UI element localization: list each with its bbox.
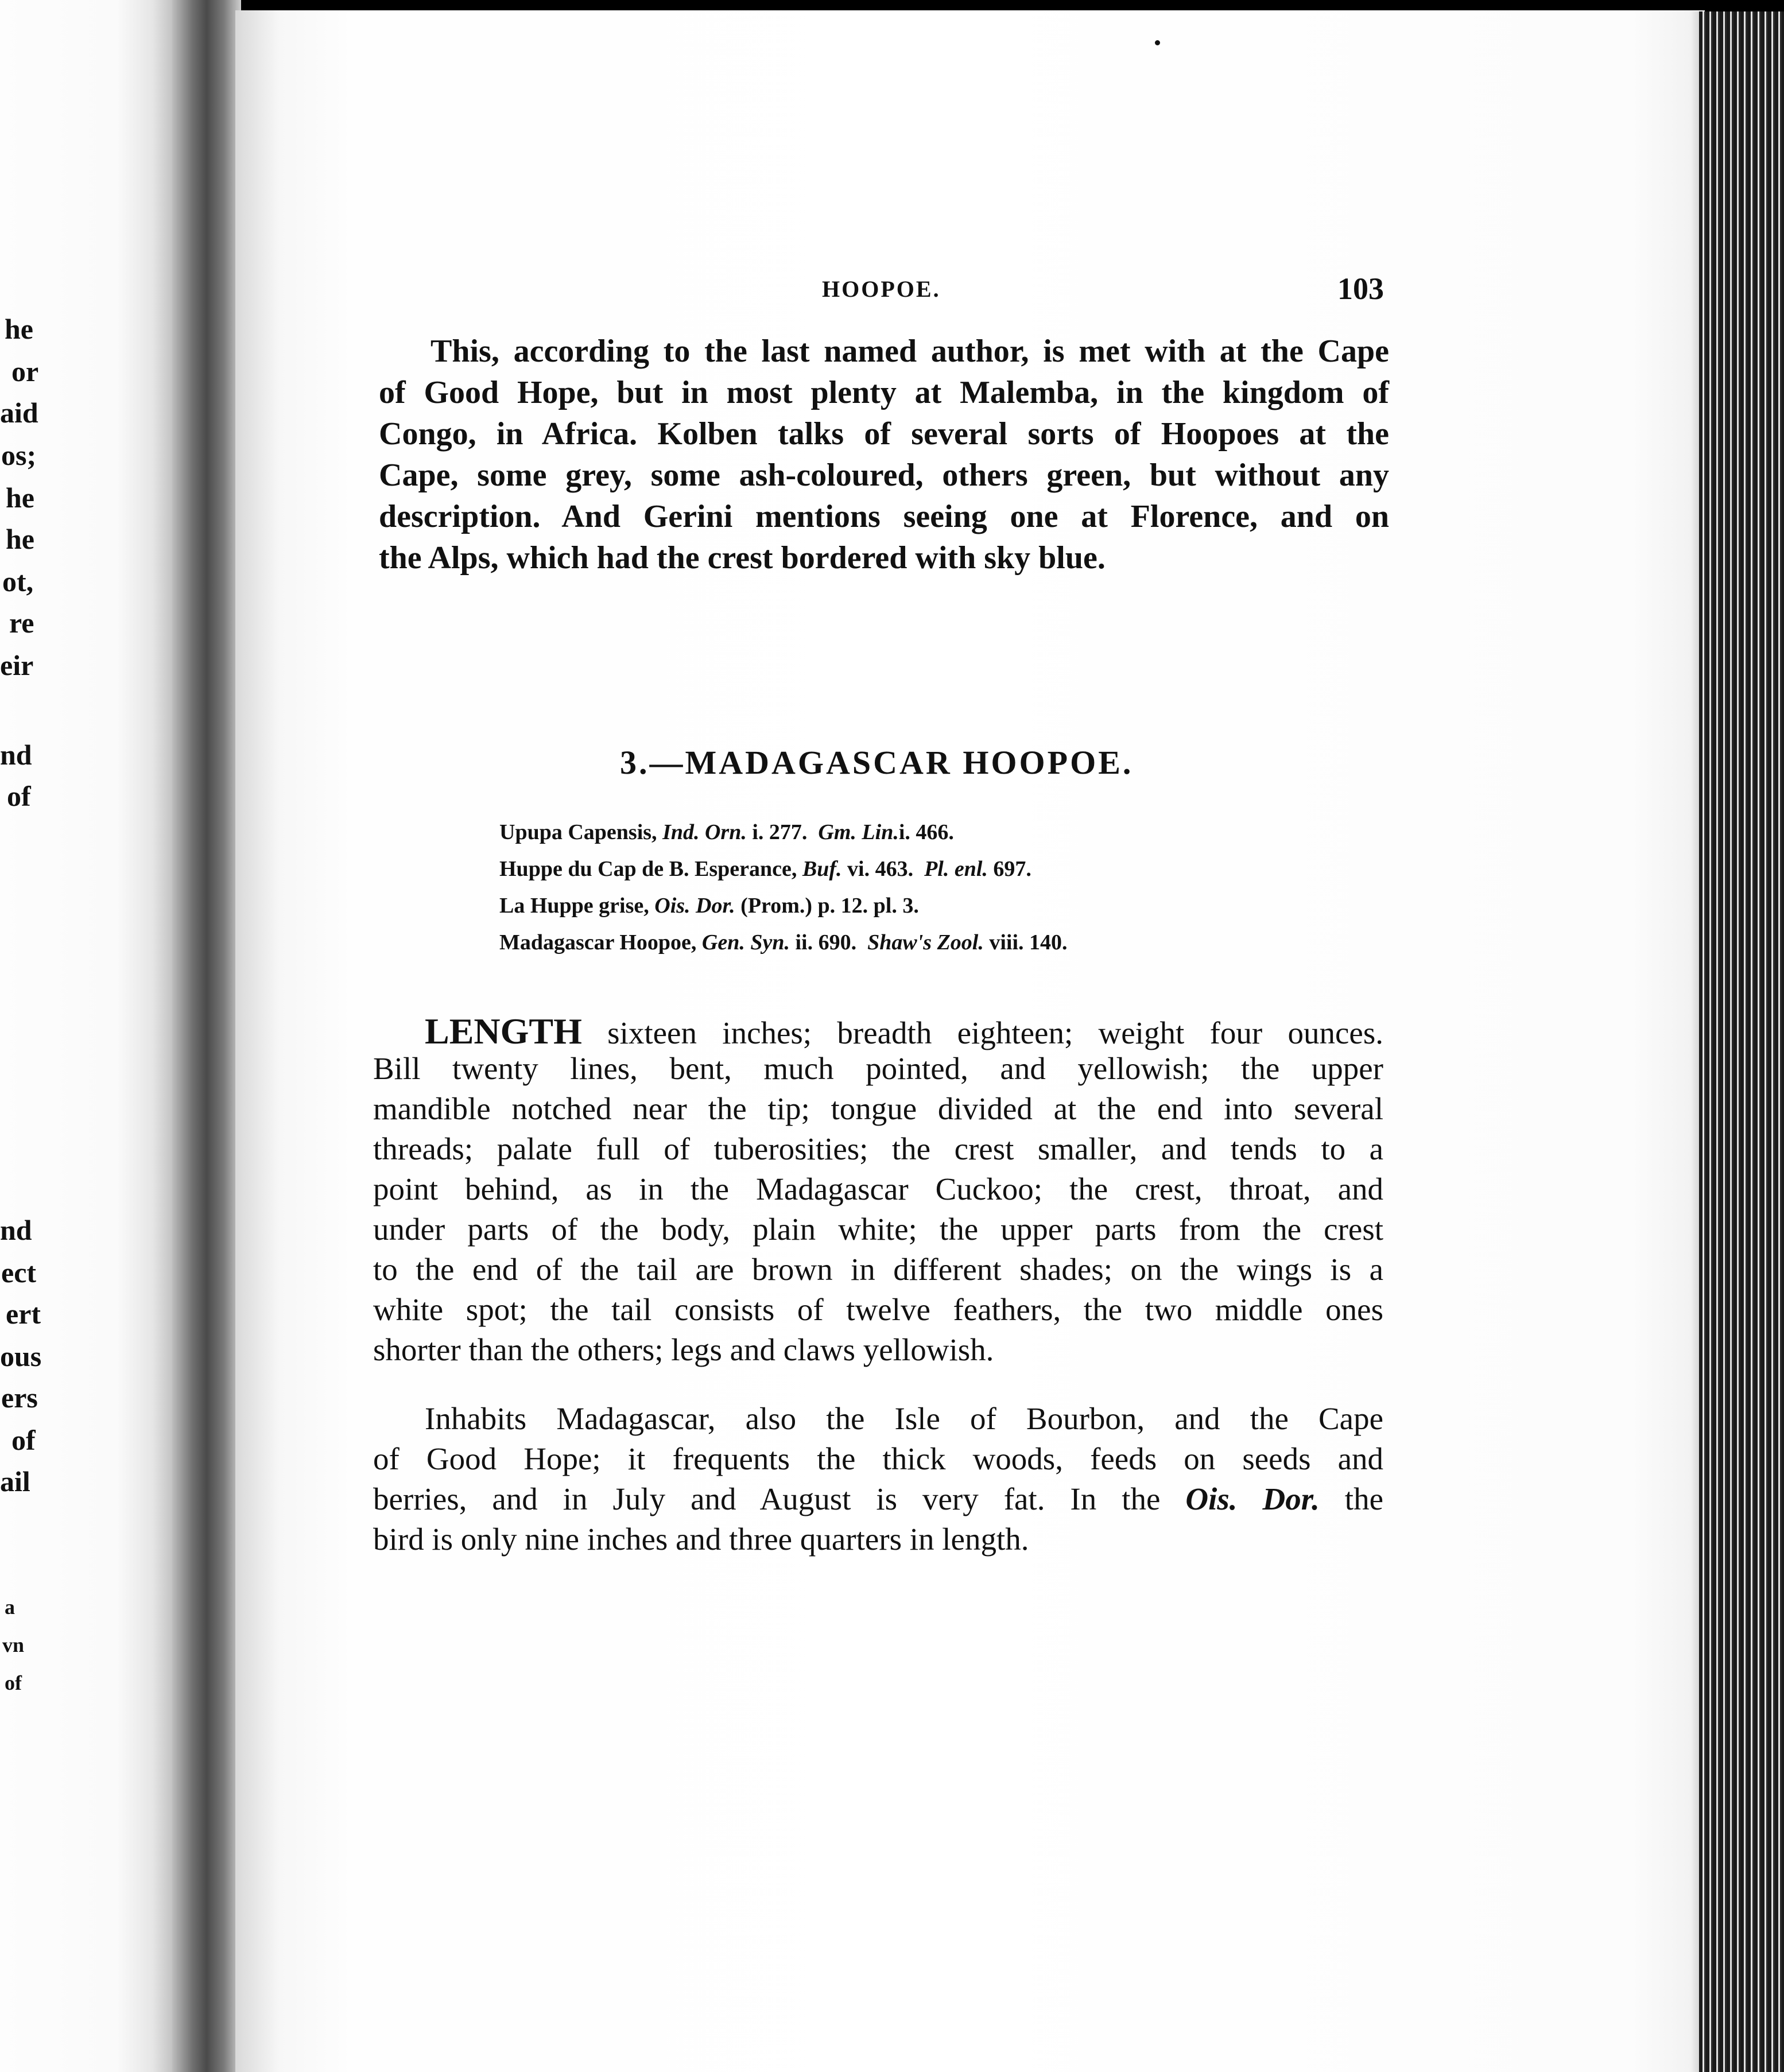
paragraph-1: [379, 333, 1389, 585]
left-fragment: of: [11, 1424, 36, 1456]
synonym-value: vi. 463.: [847, 857, 914, 881]
left-facing-page: [0, 0, 195, 2072]
synonym-value: i. 466.: [898, 820, 954, 844]
left-fragment: aid: [0, 397, 38, 429]
left-fragment: re: [9, 607, 34, 639]
italic-reference: Ois. Dor.: [1185, 1481, 1320, 1516]
left-page-text-fragments: [0, 304, 86, 1796]
synonym-name: Upupa Capensis,: [499, 820, 657, 844]
left-fragment: or: [11, 355, 39, 387]
left-fragment: of: [5, 1671, 22, 1694]
paragraph-line-text: sixteen inches; breadth eighteen; weight four ounces.: [607, 1015, 1384, 1050]
left-fragment: os;: [1, 439, 37, 471]
synonym-line: [499, 856, 1031, 882]
synonym-name: La Huppe grise,: [499, 894, 649, 918]
synonym-ref: Gm. Lin.: [818, 820, 899, 844]
synonym-ref: Shaw's Zool.: [867, 930, 984, 954]
synonym-line: [499, 930, 1068, 955]
paragraph-line: bird is only nine inches and three quarters in length.: [373, 1522, 1029, 1557]
synonym-value: 697.: [993, 857, 1031, 881]
synonym-line: [499, 893, 919, 918]
left-fragment: ect: [1, 1256, 37, 1289]
paragraph-line: threads; palate full of tuberosities; the crest smaller, and tends to a: [373, 1131, 1383, 1166]
left-fragment: he: [6, 523, 34, 555]
length-lead: LENGTH: [425, 1011, 582, 1051]
left-fragment: ers: [1, 1382, 38, 1414]
left-fragment: he: [6, 482, 34, 514]
synonym-value: i. 277.: [752, 820, 808, 844]
paragraph-line: of Good Hope; it frequents the thick woods, feeds on seeds and: [373, 1441, 1383, 1476]
left-fragment: he: [5, 313, 33, 345]
running-head: HOOPOE.: [822, 276, 941, 302]
paragraph-line: [373, 1010, 1383, 1053]
left-fragment: a: [5, 1596, 15, 1619]
paragraph-line: Inhabits Madagascar, also the Isle of Bourbon, and the Cape: [425, 1401, 1383, 1436]
paragraph-line: white spot; the tail consists of twelve feathers, the two middle ones: [373, 1292, 1383, 1327]
synonym-ref: Ois. Dor.: [654, 894, 735, 918]
paragraph-line: [373, 1481, 1383, 1517]
paragraph-line: description. And Gerini mentions seeing one at Florence, and on: [379, 499, 1389, 534]
synonym-line: [499, 820, 954, 845]
paragraph-line: point behind, as in the Madagascar Cuckoo; the crest, throat, and: [373, 1171, 1383, 1206]
paragraph-line: shorter than the others; legs and claws yellowish.: [373, 1332, 994, 1367]
paragraph-2: [373, 1010, 1383, 1389]
synonym-value: (Prom.) p. 12. pl. 3.: [740, 894, 919, 918]
synonym-name: Madagascar Hoopoe,: [499, 930, 697, 954]
paragraph-line: This, according to the last named author, is met with at the Cape: [431, 333, 1389, 369]
left-fragment: vn: [2, 1633, 25, 1656]
paragraph-line: Congo, in Africa. Kolben talks of several sorts of Hoopoes at the: [379, 416, 1389, 452]
paragraph-3: [373, 1400, 1383, 1573]
left-fragment: eir: [0, 649, 34, 681]
section-title: 3.—MADAGASCAR HOOPOE.: [620, 744, 1134, 781]
page-number: 103: [1337, 271, 1384, 306]
ink-speck: [1155, 40, 1160, 45]
synonym-ref: Pl. enl.: [924, 857, 988, 881]
left-fragment: nd: [0, 1214, 32, 1246]
paragraph-line: of Good Hope, but in most plenty at Malemba, in the kingdom of: [379, 375, 1389, 410]
left-fragment: of: [7, 780, 31, 812]
stacked-page-edges: [1699, 11, 1784, 2072]
synonym-value: viii. 140.: [989, 930, 1068, 954]
left-fragment: ail: [0, 1465, 30, 1497]
paragraph-line: the Alps, which had the crest bordered with sky blue.: [379, 540, 1106, 576]
paragraph-line-text: berries, and in July and August is very fat. In the: [373, 1481, 1161, 1516]
paragraph-line: under parts of the body, plain white; the upper parts from the crest: [373, 1212, 1383, 1247]
paragraph-line: mandible notched near the tip; tongue divided at the end into several: [373, 1091, 1383, 1126]
paragraph-line-tail: the: [1344, 1481, 1383, 1516]
synonym-ref: Ind. Orn.: [662, 820, 747, 844]
left-fragment: nd: [0, 739, 32, 771]
synonym-ref: Buf.: [802, 857, 842, 881]
paragraph-line: to the end of the tail are brown in different shades; on the wings is a: [373, 1252, 1383, 1287]
synonym-value: ii. 690.: [795, 930, 857, 954]
paragraph-line: Cape, some grey, some ash-coloured, others green, but without any: [379, 457, 1389, 493]
left-fragment: ot,: [2, 565, 34, 597]
synonym-name: Huppe du Cap de B. Esperance,: [499, 857, 797, 881]
left-fragment: ous: [0, 1340, 42, 1372]
book-gutter-shadow: [172, 0, 241, 2072]
paragraph-line: Bill twenty lines, bent, much pointed, and yellowish; the upper: [373, 1051, 1383, 1086]
left-fragment: ert: [6, 1298, 41, 1330]
synonym-ref: Gen. Syn.: [701, 930, 790, 954]
